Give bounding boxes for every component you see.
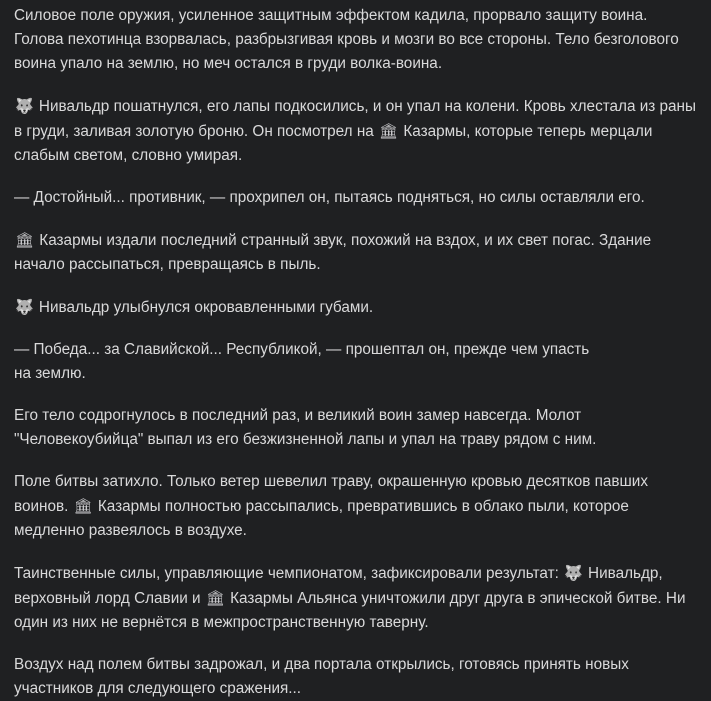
paragraph-text: Нивальдр пошатнулся, его лапы подкосились, и он упал на колени. Кровь хлестала из раны в груди, заливая золотую броню. Он посмотрел на xyxy=(14,98,697,140)
paragraph-text: Казармы издали последний странный звук, похожий на вздох, и их свет погас. Здание начало рассыпаться, превращаясь в пыль. xyxy=(14,232,652,273)
classical-building-icon: 🏛 xyxy=(379,122,399,140)
paragraph-text: Казармы полностью рассыпались, превратившись в облако пыли, которое медленно развеялось в воздухе. xyxy=(14,498,629,539)
paragraph-text: Казармы Альянса уничтожили друг друга в эпической битве. Ни один из них не вернётся в межпространственную таверну. xyxy=(14,590,686,631)
story-paragraph xyxy=(14,470,697,543)
story-paragraph xyxy=(14,653,697,701)
wolf-icon: 🐺 xyxy=(15,97,34,115)
story-paragraph xyxy=(14,338,697,386)
wolf-icon: 🐺 xyxy=(15,298,34,316)
story-paragraph xyxy=(14,295,697,320)
classical-building-icon: 🏛 xyxy=(205,589,225,607)
paragraph-text: Воздух над полем битвы задрожал, и два портала открылись, готовясь принять новых участников для следующего сражения... xyxy=(14,656,629,697)
paragraph-text: Нивальдр улыбнулся окровавленными губами. xyxy=(34,299,374,316)
paragraph-text: Нивальдр, верховный лорд Славии и xyxy=(14,565,663,607)
paragraph-text: Его тело содрогнулось в последний раз, и великий воин замер навсегда. Молот "Человекоубийца" выпал из его безжизненной лапы и упал на траву рядом с ним. xyxy=(14,407,597,448)
paragraph-text: — Достойный... противник, — прохрипел он, пытаясь подняться, но силы оставляли его. xyxy=(14,189,645,206)
paragraph-text: на землю. xyxy=(14,365,86,382)
story-paragraph xyxy=(14,4,697,76)
story-paragraph xyxy=(14,228,697,277)
story-paragraph xyxy=(14,404,697,452)
paragraph-text: Поле битвы затихло. Только ветер шевелил траву, окрашенную кровью десятков павших воинов. xyxy=(14,473,649,515)
classical-building-icon: 🏛 xyxy=(15,231,35,249)
story-paragraph xyxy=(14,186,697,210)
paragraph-text: Силовое поле оружия, усиленное защитным эффектом кадила, прорвало защиту воина. Голова пехотинца взорвалась, разбрызгивая кровь и мозги во все стороны. Тело безголового воина упало на землю, но меч остался в груди волка-воина. xyxy=(14,7,679,72)
story-paragraph xyxy=(14,561,697,635)
paragraph-text: Казармы, которые теперь мерцали слабым светом, словно умирая. xyxy=(14,123,653,164)
wolf-icon: 🐺 xyxy=(564,564,583,582)
story-paragraph xyxy=(14,94,697,168)
paragraph-text: Таинственные силы, управляющие чемпионатом, зафиксировали результат: xyxy=(14,565,564,582)
classical-building-icon: 🏛 xyxy=(73,497,93,515)
paragraph-text: — Победа... за Славийской... Республикой, — прошептал он, прежде чем упасть xyxy=(14,341,590,358)
